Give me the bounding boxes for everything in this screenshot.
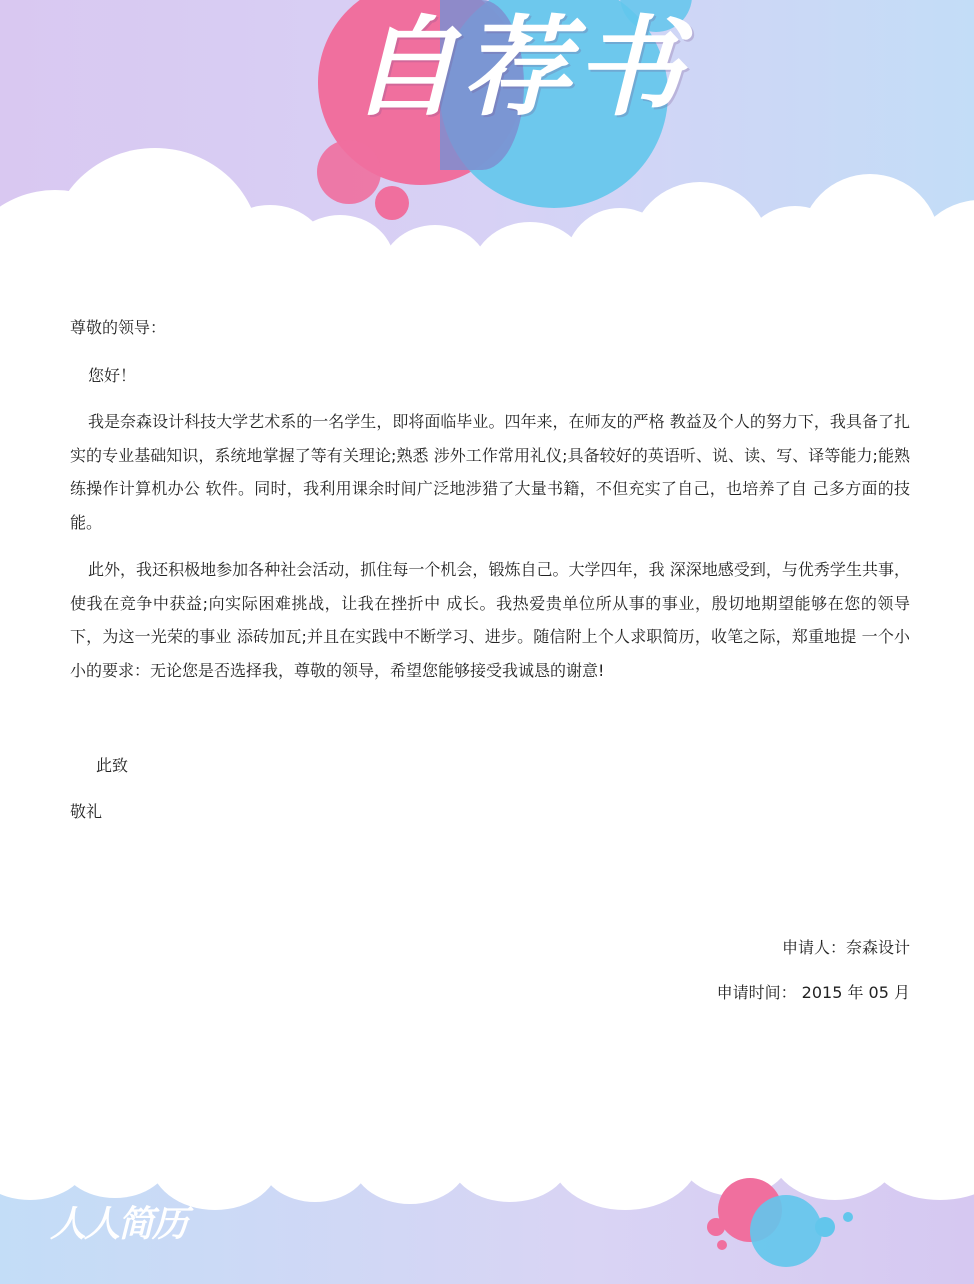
footer-tiny-pink-circle-decoration bbox=[707, 1218, 725, 1236]
greeting: 您好！ bbox=[88, 366, 137, 385]
small-pink-circle-decoration bbox=[317, 140, 381, 204]
footer-small-blue-circle-decoration bbox=[815, 1217, 835, 1237]
applicant-signature: 申请人：奈森设计 bbox=[781, 938, 910, 957]
salutation: 尊敬的领导： bbox=[70, 318, 167, 337]
paragraph: 此外，我还积极地参加各种社会活动，抓住每一个机会，锻炼自己。大学四年，我 深深地感受到，与优秀学生共事，使我在竞争中获益;向实际困难挑战，让我在挫折中 成长。我热爱贵单位所从事的事业，殷切地期望能够在您的领导下，为这一光荣的事业 添砖加瓦;并且在实践中不断学习、进步。随信附上个人求职简历，收笔之际，郑重地提 一个小小的要求：无论您是否选择我，尊敬的领导，希望您能够接受我诚恳的谢意! bbox=[70, 560, 910, 680]
footer-blue-circle-decoration bbox=[750, 1195, 822, 1267]
application-date: 申请时间： 2015 年 05 月 bbox=[716, 983, 910, 1002]
closing-salute: 敬礼 bbox=[70, 802, 103, 821]
brand-logo: 人人简历 bbox=[50, 1204, 187, 1245]
paragraph: 我是奈森设计科技大学艺术系的一名学生，即将面临毕业。四年来，在师友的严格 教益及个人的努力下，我具备了扎实的专业基础知识，系统地掌握了等有关理论;熟悉 涉外工作常用礼仪;具备较好的英语听、说、读、写、译等能力;能熟练操作计算机办公 软件。同时，我利用课余时间广泛地涉猎了大量书籍，不但充实了自己，也培养了自 己多方面的技能。 bbox=[70, 412, 910, 532]
closing-regards: 此致 bbox=[96, 756, 129, 775]
page-title: 自荐书 bbox=[350, 6, 687, 131]
footer-tiny-blue-circle-decoration bbox=[843, 1212, 853, 1222]
tiny-pink-circle-decoration bbox=[375, 186, 409, 220]
footer-cloud bbox=[550, 1100, 700, 1210]
footer-dot-pink-decoration bbox=[717, 1240, 727, 1250]
